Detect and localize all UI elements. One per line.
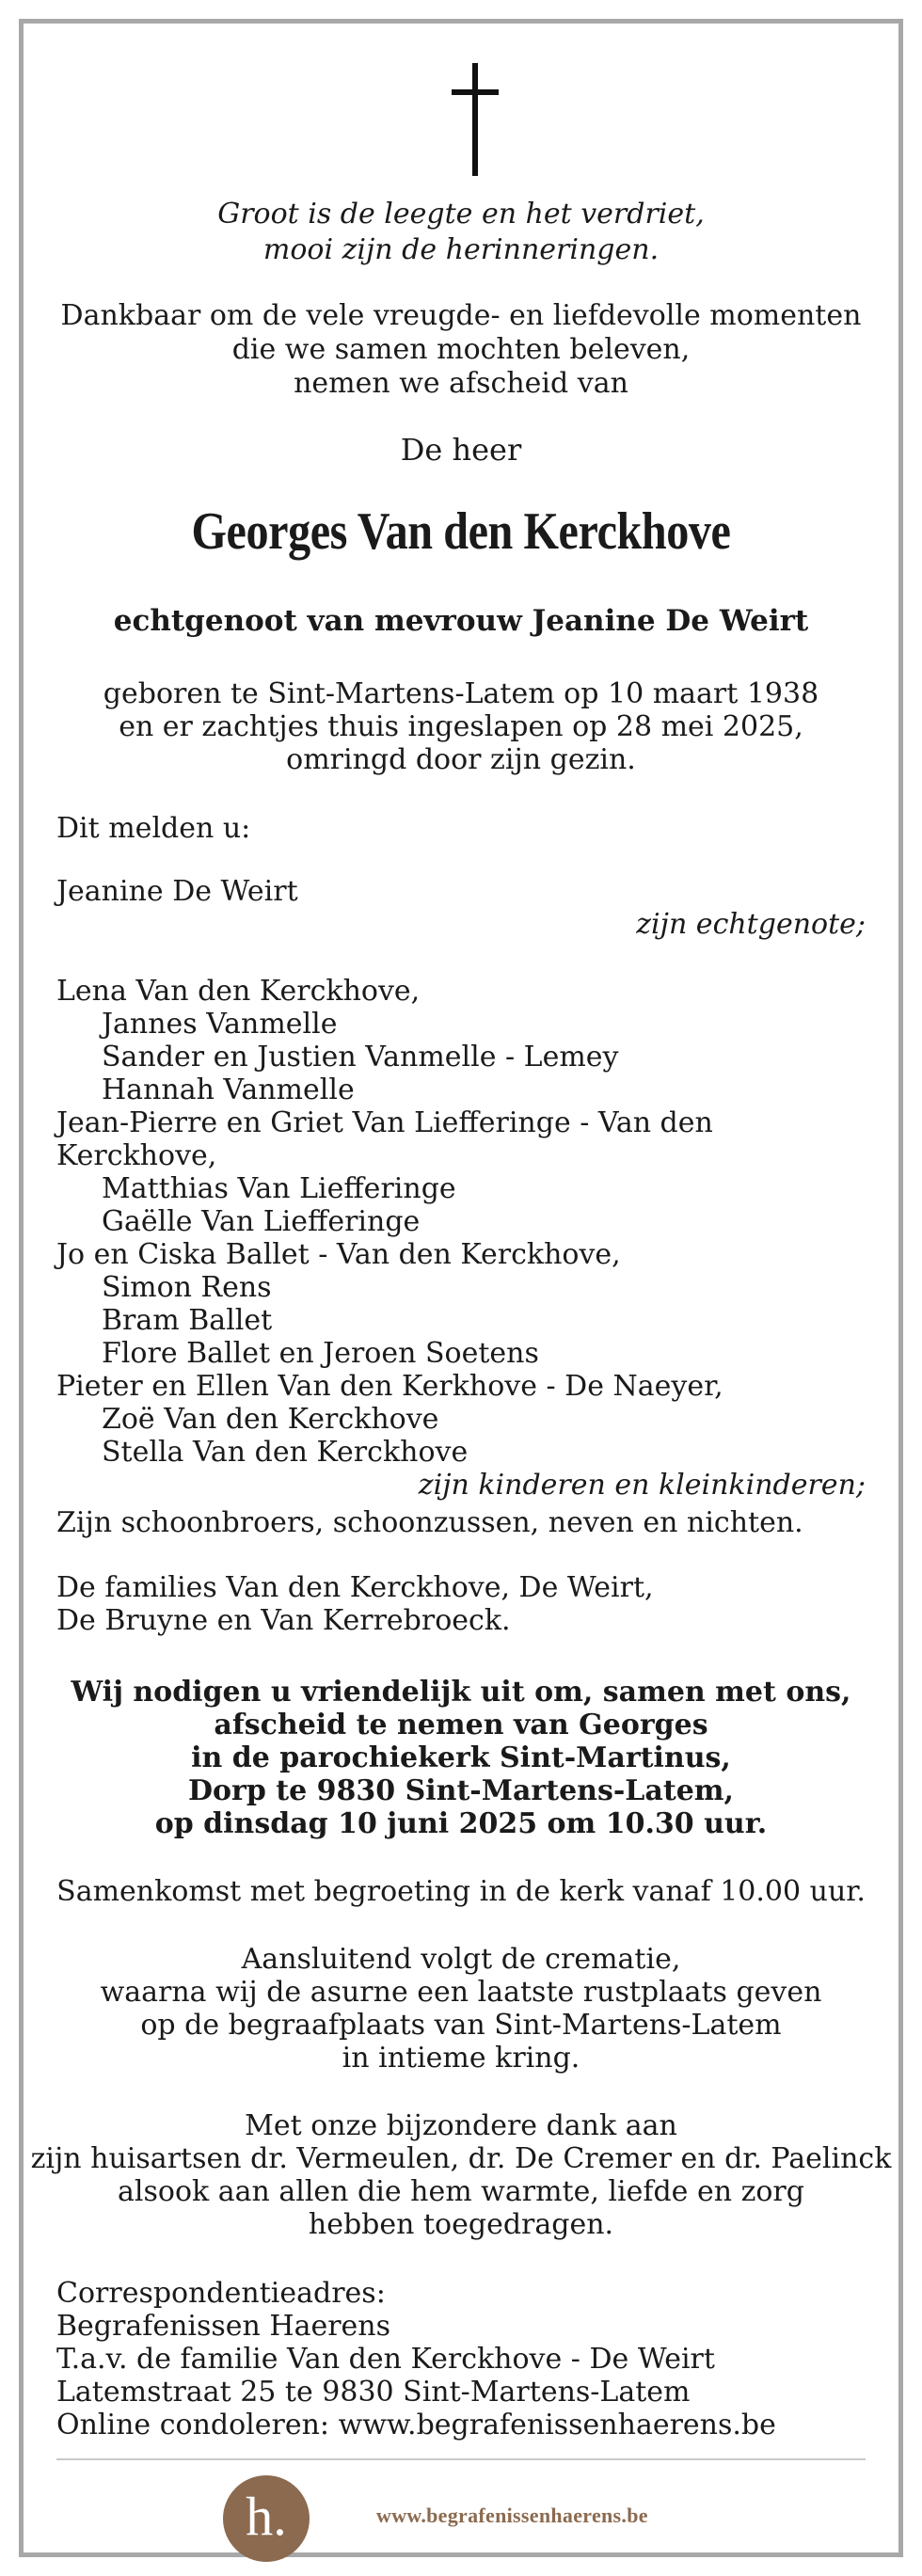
- family-member: Hannah Vanmelle: [102, 1073, 355, 1106]
- website-link[interactable]: www.begrafenissenhaerens.be: [376, 2504, 648, 2527]
- wife-role: zijn echtgenote;: [636, 908, 866, 941]
- motto: [24, 197, 898, 268]
- dates-line: geboren te Sint-Martens-Latem op 10 maart 1938: [103, 677, 819, 710]
- invitation: [24, 1676, 898, 1840]
- family-role: zijn kinderen en kleinkinderen;: [418, 1469, 866, 1502]
- thanks-line: hebben toegedragen.: [308, 2208, 614, 2241]
- family-member: Jo en Ciska Ballet - Van den Kerckhove,: [56, 1238, 621, 1271]
- correspondence-line: Correspondentieadres:: [56, 2277, 386, 2310]
- family-member: Matthias Van Liefferinge: [102, 1172, 456, 1205]
- cross-icon: [447, 63, 503, 176]
- cremation-line: waarna wij de asurne een laatste rustplaats geven: [100, 1976, 822, 2009]
- thanks-line: Met onze bijzondere dank aan: [245, 2109, 677, 2142]
- family-member: Jannes Vanmelle: [102, 1008, 338, 1041]
- dates: [24, 677, 898, 776]
- intro: [24, 299, 898, 401]
- in-laws: Zijn schoonbroers, schoonzussen, neven en nichten.: [56, 1506, 803, 1539]
- family-member: Sander en Justien Vanmelle - Lemey: [102, 1041, 619, 1073]
- intro-line: nemen we afscheid van: [294, 367, 628, 400]
- family-member: Simon Rens: [102, 1271, 272, 1304]
- correspondence-line: T.a.v. de familie Van den Kerckhove - De Weirt: [56, 2343, 715, 2376]
- family-member: Lena Van den Kerckhove,: [56, 975, 421, 1008]
- family-list: [56, 975, 866, 1502]
- family-member: Stella Van den Kerckhove: [102, 1436, 469, 1469]
- thanks-line: alsook aan allen die hem warmte, liefde en zorg: [118, 2175, 804, 2208]
- correspondence-line: Online condoleren: www.begrafenissenhaerens.be: [56, 2409, 776, 2441]
- announce: Dit melden u:: [56, 812, 251, 845]
- invitation-line: Dorp te 9830 Sint-Martens-Latem,: [188, 1774, 734, 1807]
- cremation-line: Aansluitend volgt de crematie,: [241, 1943, 681, 1976]
- thanks: [24, 2109, 898, 2241]
- families-line: De families Van den Kerckhove, De Weirt,: [56, 1571, 654, 1604]
- cremation-line: in intieme kring.: [342, 2042, 580, 2075]
- honorific: De heer: [400, 432, 522, 468]
- deceased-name: Georges Van den Kerckhove: [191, 502, 731, 561]
- gathering: Samenkomst met begroeting in de kerk vanaf 10.00 uur.: [56, 1875, 866, 1908]
- families-line: De Bruyne en Van Kerrebroeck.: [56, 1604, 511, 1637]
- cremation: [24, 1943, 898, 2075]
- dates-line: en er zachtjes thuis ingeslapen op 28 mei 2025,: [119, 710, 803, 743]
- wife-name: Jeanine De Weirt: [56, 875, 298, 908]
- funeral-home-logo: h.: [223, 2475, 310, 2562]
- intro-line: die we samen mochten beleven,: [231, 333, 691, 366]
- correspondence-line: Latemstraat 25 te 9830 Sint-Martens-Latem: [56, 2376, 691, 2409]
- motto-line: mooi zijn de herinneringen.: [262, 233, 660, 266]
- motto-line: Groot is de leegte en het verdriet,: [217, 198, 705, 231]
- thanks-line: zijn huisartsen dr. Vermeulen, dr. De Cremer en dr. Paelinck: [30, 2142, 892, 2175]
- family-member: Gaëlle Van Liefferinge: [102, 1205, 421, 1238]
- correspondence-line: Begrafenissen Haerens: [56, 2310, 391, 2343]
- intro-line: Dankbaar om de vele vreugde- en liefdevolle momenten: [60, 299, 862, 332]
- family-member: Flore Ballet en Jeroen Soetens: [102, 1337, 539, 1370]
- obituary-content: [24, 24, 898, 2552]
- invitation-line: Wij nodigen u vriendelijk uit om, samen met ons,: [71, 1676, 851, 1709]
- families: [56, 1571, 866, 1637]
- dates-line: omringd door zijn gezin.: [286, 743, 636, 776]
- invitation-line: in de parochiekerk Sint-Martinus,: [191, 1741, 731, 1774]
- family-member: Pieter en Ellen Van den Kerkhove - De Naeyer,: [56, 1370, 723, 1403]
- spouse-line: echtgenoot van mevrouw Jeanine De Weirt: [113, 604, 809, 638]
- family-member: Bram Ballet: [102, 1304, 273, 1337]
- invitation-line: op dinsdag 10 juni 2025 om 10.30 uur.: [154, 1807, 768, 1840]
- obituary-frame: [19, 19, 903, 2557]
- wife-block: [56, 875, 866, 941]
- correspondence: [56, 2277, 866, 2441]
- family-member: Jean-Pierre en Griet Van Liefferinge - Van den Kerckhove,: [56, 1106, 713, 1172]
- footer-divider: [56, 2458, 866, 2460]
- cremation-line: op de begraafplaats van Sint-Martens-Latem: [140, 2009, 782, 2042]
- invitation-line: afscheid te nemen van Georges: [214, 1709, 708, 1741]
- family-member: Zoë Van den Kerckhove: [102, 1403, 439, 1436]
